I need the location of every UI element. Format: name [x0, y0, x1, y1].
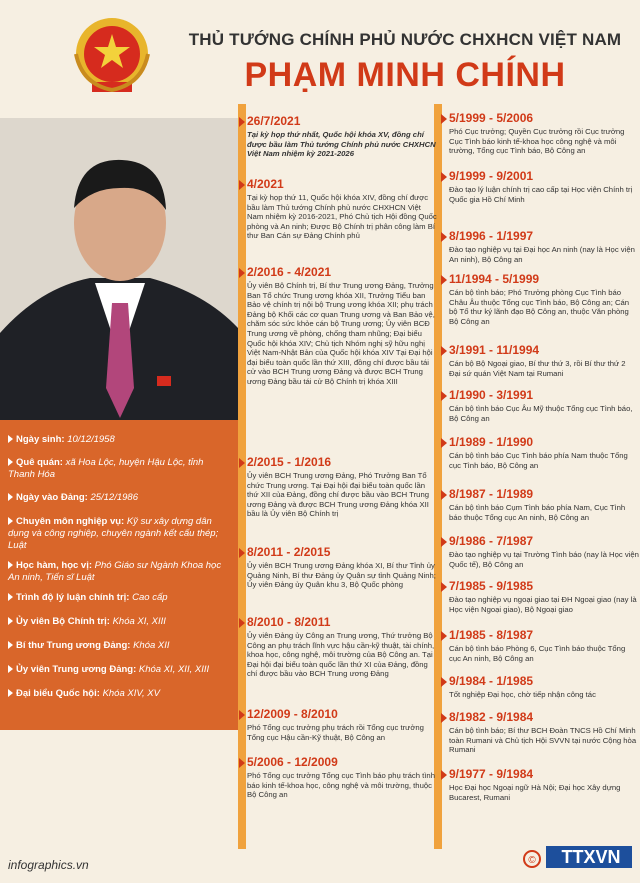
timeline-text: Cán bộ Bộ Ngoại giao, Bí thư thứ 3, rồi Bí thư thứ 2 Đại sứ quán Việt Nam tại Rumani: [449, 359, 626, 378]
timeline-date: 5/2006 - 12/2009: [247, 755, 338, 769]
timeline-spine: [238, 104, 246, 849]
timeline-text: Phó Cục trưởng; Quyền Cục trưởng rồi Cục trưởng Cục Tình báo kinh tế-khoa học công nghệ và môi trường, Tổng cục Tình báo, Bộ Công an: [449, 127, 625, 156]
info-value: xã Hoa Lộc, huyện Hậu Lộc, tỉnh Thanh Hóa: [8, 457, 204, 480]
timeline-date: 9/1999 - 9/2001: [449, 169, 534, 183]
timeline-text: Tại kỳ họp thứ 11, Quốc hội khóa XIV, đồng chí được bầu làm Thủ tướng Chính phủ nước CHXHCN Việt Nam nhiệm kỳ 2016-2021, Phó Chủ tịch Hội đồng Quốc phòng và An ninh; Được Bộ Chính trị phân công làm Bí thư Ban Cán sự Đảng Chính phủ: [247, 193, 437, 241]
info-row: [8, 664, 233, 676]
info-value: Phó Giáo sư Ngành Khoa học An ninh, Tiến sĩ Luật: [8, 560, 222, 583]
timeline-text: Phó Tổng cục trưởng Tổng cục Tình báo phụ trách tình báo kinh tế-khoa học, công nghệ và môi trường, thuộc Bộ Công an: [247, 771, 435, 800]
timeline-marker-icon: [441, 770, 447, 780]
footer-site: infographics.vn: [8, 858, 89, 872]
timeline-marker-icon: [239, 117, 245, 127]
timeline-marker-icon: [239, 180, 245, 190]
bullet-icon: [8, 641, 13, 649]
info-label: Chuyên môn nghiệp vụ:: [16, 516, 127, 527]
info-value: Cao cấp: [132, 592, 168, 603]
timeline-marker-icon: [441, 582, 447, 592]
info-row: [8, 592, 233, 604]
timeline-text: Ủy viên BCH Trung ương Đảng, Phó Trưởng Ban Tổ chức Trung ương. Tại Đại hội đại biểu toàn quốc lần thứ XII của Đảng, đồng chí được bầu vào BCH Trung ương Đảng và được BCH Trung ương Đảng khóa XII bầu là Ủy viên Bộ Chính trị: [247, 471, 429, 519]
national-emblem: [62, 14, 162, 98]
timeline-date: 12/2009 - 8/2010: [247, 707, 338, 721]
timeline-text: Đào tạo lý luận chính trị cao cấp tại Học viện Chính trị Quốc gia Hồ Chí Minh: [449, 185, 633, 204]
timeline-marker-icon: [239, 458, 245, 468]
bullet-icon: [8, 561, 13, 569]
info-label: Quê quán:: [16, 457, 66, 468]
bullet-icon: [8, 435, 13, 443]
timeline-date: 1/1990 - 3/1991: [449, 388, 534, 402]
svg-text:©: ©: [528, 855, 536, 866]
timeline-date: 4/2021: [247, 177, 284, 191]
info-label: Đại biểu Quốc hội:: [16, 688, 103, 699]
timeline-text: Đào tạo nghiệp vụ ngoại giao tại ĐH Ngoại giao (nay là Học viện Ngoại giao), Bộ Ngoại giao: [449, 595, 637, 614]
timeline-text: Cán bộ tình báo; Bí thư BCH Đoàn TNCS Hồ Chí Minh toàn Rumani và Chủ tịch Hội SVVN tại nước Cộng hòa Rumani: [449, 726, 637, 755]
timeline-text: Cán bộ tình báo Cụm Tình báo phía Nam, Cục Tình báo thuộc Tổng cục An ninh, Bộ Công an: [449, 503, 626, 522]
timeline-date: 11/1994 - 5/1999: [449, 272, 540, 286]
info-value: Khóa XIV, XV: [102, 688, 160, 699]
timeline-marker-icon: [239, 618, 245, 628]
timeline-date: 9/1986 - 7/1987: [449, 534, 534, 548]
timeline-marker-icon: [239, 268, 245, 278]
timeline-text: Tại kỳ họp thứ nhất, Quốc hội khóa XV, đồng chí được bầu làm Thủ tướng Chính phủ nước CHXHCN Việt Nam nhiệm kỳ 2021-2026: [247, 130, 436, 159]
timeline-date: 2/2016 - 4/2021: [247, 265, 332, 279]
info-label: Trình độ lý luận chính trị:: [16, 592, 133, 603]
bullet-icon: [8, 458, 13, 466]
timeline-text: Ủy viên Đảng ủy Công an Trung ương, Thứ trưởng Bộ Công an phụ trách lĩnh vực hậu cần-kỹ thuật, tài chính, khoa học, công nghệ, môi trường của Bộ Công an. Tại Đại hội đại biểu toàn quốc lần thứ XI của Đảng, đồng chí được bầu vào BCH Trung ương Đảng: [247, 631, 435, 679]
info-row: [8, 516, 233, 552]
info-label: Ủy viên Trung ương Đảng:: [16, 664, 139, 675]
bullet-icon: [8, 517, 13, 525]
info-value: Khóa XI, XIII: [112, 616, 166, 627]
timeline-marker-icon: [441, 631, 447, 641]
info-label: Học hàm, học vị:: [16, 560, 95, 571]
timeline-marker-icon: [441, 537, 447, 547]
info-row: [8, 688, 233, 700]
timeline-text: Cán bộ tình báo Cục Tình báo phía Nam thuộc Tổng cục Tình báo, Bộ Công an: [449, 451, 628, 470]
timeline-date: 8/2011 - 2/2015: [247, 545, 331, 559]
info-label: Ngày vào Đảng:: [16, 492, 91, 503]
timeline-marker-icon: [441, 275, 447, 285]
info-row: [8, 616, 233, 628]
timeline-marker-icon: [441, 346, 447, 356]
info-box: [0, 420, 238, 730]
bullet-icon: [8, 617, 13, 625]
info-label: Bí thư Trung ương Đảng:: [16, 640, 134, 651]
timeline-marker-icon: [441, 438, 447, 448]
timeline-date: 5/1999 - 5/2006: [449, 111, 534, 125]
timeline-date: 8/1982 - 9/1984: [449, 710, 534, 724]
timeline-text: Phó Tổng cục trưởng phụ trách rồi Tổng cục trưởng Tổng cục Hậu cần-Kỹ thuật, Bộ Công an: [247, 723, 424, 742]
timeline-text: Đào tạo nghiệp vụ tại Đại học An ninh (nay là Học viện An ninh), Bộ Công an: [449, 245, 635, 264]
bullet-icon: [8, 593, 13, 601]
timeline-marker-icon: [441, 677, 447, 687]
logo-text: TTXVN: [561, 847, 621, 867]
info-row: [8, 434, 233, 446]
timeline-date: 8/1996 - 1/1997: [449, 229, 534, 243]
bullet-icon: [8, 493, 13, 501]
info-row: [8, 492, 233, 504]
timeline-text: Cán bộ tình báo; Phó Trưởng phòng Cục Tình báo Châu Âu thuộc Tổng cục Tình báo, Bộ Công an; Cán bộ Tổ thư ký lãnh đạo Bộ Công an, thuộc Văn phòng Bộ Công an: [449, 288, 630, 326]
timeline-marker-icon: [441, 490, 447, 500]
timeline-text: Tốt nghiệp Đại học, chờ tiếp nhận công tác: [449, 690, 596, 699]
timeline-date: 9/1977 - 9/1984: [449, 767, 534, 781]
timeline-text: Cán bộ tình báo Phòng 6, Cục Tình báo thuộc Tổng cục An ninh, Bộ Công an: [449, 644, 626, 663]
timeline-text: Ủy viên Bộ Chính trị, Bí thư Trung ương Đảng, Trưởng Ban Tổ chức Trung ương khóa XII, Trưởng Tiểu ban Bảo vệ chính trị nội bộ Trung ương khóa XII; phụ trách Đảng bộ Khối các cơ quan Trung ương và Ban Bảo vệ, chăm sóc sức khỏe cán bộ Trung ương; Ủy viên BCĐ Trung ương về phòng, chống tham nhũng; Đại biểu Quốc hội khóa XIV; Chủ tịch Nhóm nghị sỹ hữu nghị Việt Nam-Nhật Bản của Quốc hội khóa XIV Tại Đại hội đại biểu toàn quốc lần thứ XIII, đồng chí được bầu tái cử vào BCH Trung ương Đảng và được BCH Trung ương Đảng bầu tái cử Bộ Chính trị khóa XIII: [247, 281, 435, 386]
info-row: [8, 457, 233, 481]
timeline-marker-icon: [239, 710, 245, 720]
timeline-marker-icon: [441, 232, 447, 242]
header-line1: THỦ TƯỚNG CHÍNH PHỦ NƯỚC CHXHCN VIỆT NAM: [188, 30, 622, 49]
timeline-date: 9/1984 - 1/1985: [449, 674, 534, 688]
timeline-text: Học Đại học Ngoại ngữ Hà Nội; Đại học Xây dựng Bucarest, Rumani: [449, 783, 621, 802]
info-value: 10/12/1958: [67, 434, 115, 445]
timeline-text: Ủy viên BCH Trung ương Đảng khóa XI, Bí thư Tỉnh ủy Quảng Ninh, Bí thư Đảng ủy Quân sự tỉnh Quảng Ninh; Ủy viên Đảng ủy Quân khu 3, Bộ Quốc phòng: [247, 561, 436, 590]
timeline-marker-icon: [239, 548, 245, 558]
info-row: [8, 640, 233, 652]
timeline-date: 1/1989 - 1/1990: [449, 435, 534, 449]
timeline-date: 26/7/2021: [247, 114, 301, 128]
timeline-marker-icon: [239, 758, 245, 768]
info-label: Ủy viên Bộ Chính trị:: [16, 616, 113, 627]
bullet-icon: [8, 665, 13, 673]
info-value: Khóa XII: [133, 640, 170, 651]
info-row: [8, 560, 233, 584]
portrait-photo: [0, 118, 238, 420]
info-value: Kỹ sư xây dựng dân dụng và công nghiệp, chuyên ngành kết cấu thép; Luật: [8, 516, 219, 551]
timeline-text: Đào tạo nghiệp vụ tại Trường Tình báo (nay là Học viện Quốc tế), Bộ Công an: [449, 550, 639, 569]
timeline-text: Cán bộ tình báo Cục Âu Mỹ thuộc Tổng cục Tình báo, Bộ Công an: [449, 404, 633, 423]
timeline-date: 8/2010 - 8/2011: [247, 615, 331, 629]
timeline-marker-icon: [441, 713, 447, 723]
info-value: Khóa XI, XII, XIII: [138, 664, 210, 675]
timeline-date: 7/1985 - 9/1985: [449, 579, 534, 593]
timeline-date: 2/2015 - 1/2016: [247, 455, 332, 469]
timeline-marker-icon: [441, 114, 447, 124]
info-label: Ngày sinh:: [16, 434, 68, 445]
timeline-date: 8/1987 - 1/1989: [449, 487, 534, 501]
timeline-date: 3/1991 - 11/1994: [449, 343, 540, 357]
info-value: 25/12/1986: [90, 492, 138, 503]
timeline-marker-icon: [441, 172, 447, 182]
timeline-marker-icon: [441, 391, 447, 401]
header-line2: PHẠM MINH CHÍNH: [244, 56, 566, 94]
timeline-date: 1/1985 - 8/1987: [449, 628, 534, 642]
bullet-icon: [8, 689, 13, 697]
